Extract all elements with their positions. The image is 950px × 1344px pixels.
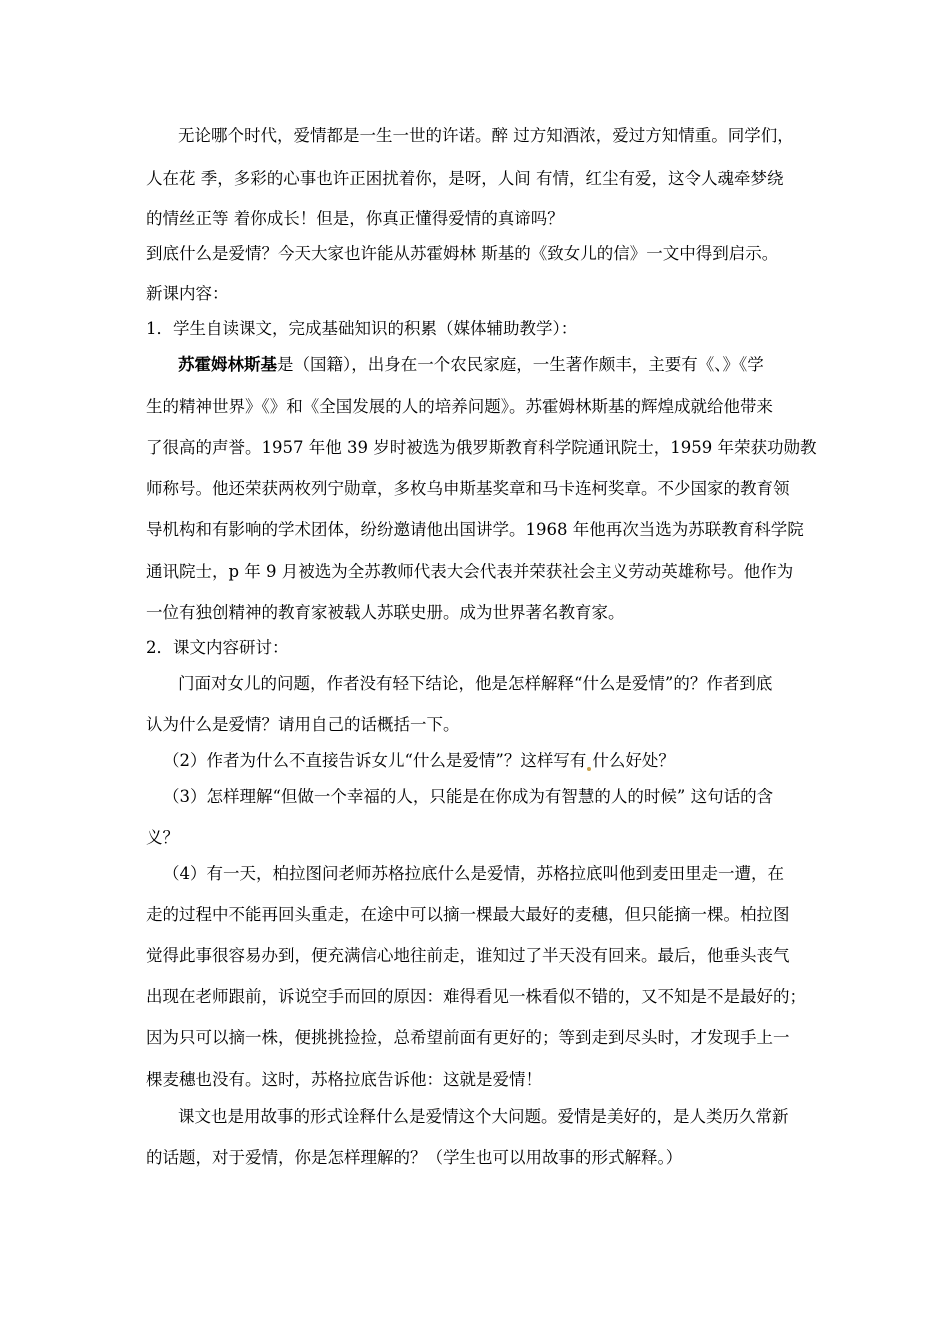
question-1-line-2: 认为什么是爱情？请用自己的话概括一下。 [146,715,460,734]
closing-line-1: 课文也是用故事的形式诠释什么是爱情这个大问题。爱情是美好的，是人类历久常新 [178,1107,789,1126]
section1-line-1-rest: 是（国籍），出身在一个农民家庭，一生著作颇丰，主要有《、》《学 [277,355,764,374]
section1-line-5: 导机构和有影响的学术团体，纷纷邀请他出国讲学。1968 年他再次当选为苏联教育科学院 [146,520,804,539]
section1-line-1 [178,355,764,375]
ink-dot-icon [587,767,591,771]
question-3-line-2: 义？ [146,828,179,847]
author-name: 苏霍姆林斯基 [178,355,277,374]
question-4-line-3: 觉得此事很容易办到，便充满信心地往前走，谁知过了半天没有回来。最后，他垂头丧气 [146,946,790,965]
section1-line-2: 生的精神世界》《》和《全国发展的人的培养问题》。苏霍姆林斯基的辉煌成就给他带来 [146,397,773,416]
question-4-line-1: （4）有一天，柏拉图问老师苏格拉底什么是爱情，苏格拉底叫他到麦田里走一遭，在 [163,864,784,883]
section1-line-6: 通讯院士，p 年 9 月被选为全苏教师代表大会代表并荣获社会主义劳动英雄称号。他作为 [146,562,794,581]
section1-line-4: 师称号。他还荣获两枚列宁勋章，多枚乌申斯基奖章和马卡连柯奖章。不少国家的教育领 [146,479,790,498]
new-lesson-heading: 新课内容： [146,284,229,303]
intro-line-4: 到底什么是爱情？今天大家也许能从苏霍姆林 斯基的《致女儿的信》一文中得到启示。 [146,244,779,263]
intro-line-2: 人在花 季，多彩的心事也许正困扰着你，是呀，人间 有情，红尘有爱，这令人魂牵梦绕 [146,169,784,188]
question-4-line-5: 因为只可以摘一株，便挑挑捡捡，总希望前面有更好的；等到走到尽头时，才发现手上一 [146,1028,790,1047]
question-1-line-1: 门面对女儿的问题，作者没有轻下结论，他是怎样解释“什么是爱情”的？作者到底 [178,674,773,693]
question-2 [163,751,675,771]
closing-line-2: 的话题，对于爱情，你是怎样理解的？（学生也可以用故事的形式解释。） [146,1148,683,1167]
section1-line-7: 一位有独创精神的教育家被载人苏联史册。成为世界著名教育家。 [146,603,625,622]
question-2-part-b: 什么好处？ [592,751,675,770]
intro-line-1: 无论哪个时代，爱情都是一生一世的许诺。醉 过方知酒浓，爱过方知情重。同学们， [178,126,794,145]
question-4-line-4: 出现在老师跟前，诉说空手而回的原因：难得看见一株看似不错的，又不知是不是最好的； [146,987,806,1006]
section1-heading: 1．学生自读课文，完成基础知识的积累（媒体辅助教学）： [146,319,578,338]
question-4-line-2: 走的过程中不能再回头重走，在途中可以摘一棵最大最好的麦穗，但只能摘一棵。柏拉图 [146,905,790,924]
question-2-part-a: （2）作者为什么不直接告诉女儿“什么是爱情”？这样写有 [163,751,587,770]
section2-heading: 2．课文内容研讨： [146,638,289,657]
question-4-line-6: 棵麦穗也没有。这时，苏格拉底告诉他：这就是爱情！ [146,1070,542,1089]
section1-line-3: 了很高的声誉。1957 年他 39 岁时被选为俄罗斯教育科学院通讯院士，1959 年荣获功勋教 [146,438,817,457]
intro-line-3: 的情丝正等 着你成长！但是，你真正懂得爱情的真谛吗？ [146,209,564,228]
question-3-line-1: （3）怎样理解“但做一个幸福的人，只能是在你成为有智慧的人的时候” 这句话的含 [163,787,774,806]
